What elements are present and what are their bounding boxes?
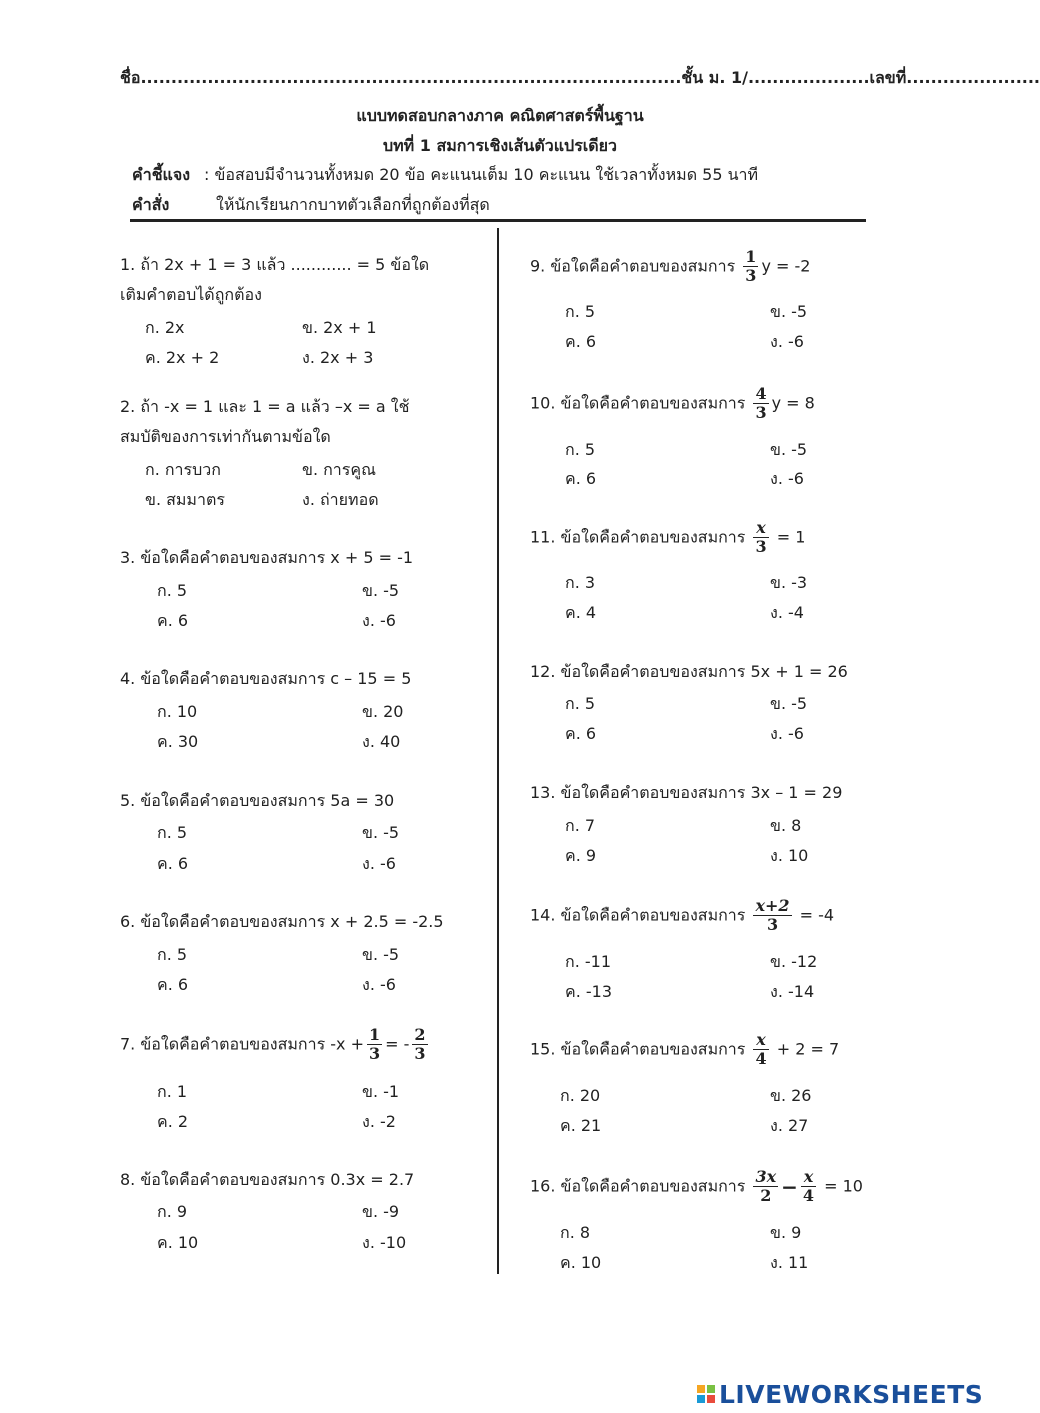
option-11-b[interactable]: ข. -3 — [770, 573, 808, 592]
option-1-d[interactable]: ง. 2x + 3 — [302, 348, 374, 367]
option-1-a[interactable]: ก. 2x — [145, 318, 185, 337]
option-8-a[interactable]: ก. 9 — [157, 1202, 188, 1221]
question-15 — [530, 1031, 839, 1069]
option-3-a[interactable]: ก. 5 — [157, 581, 188, 600]
question-7-equals: = - — [385, 1034, 410, 1054]
option-16-a[interactable]: ก. 8 — [560, 1223, 591, 1242]
option-9-b[interactable]: ข. -5 — [770, 302, 808, 321]
option-15-c[interactable]: ค. 21 — [560, 1116, 602, 1135]
option-10-c[interactable]: ค. 6 — [565, 469, 597, 488]
option-13-b[interactable]: ข. 8 — [770, 816, 802, 835]
question-15-text: 15. ข้อใดคือคำตอบของสมการ — [530, 1039, 746, 1059]
logo-squares-icon — [697, 1385, 715, 1403]
option-8-d[interactable]: ง. -10 — [362, 1233, 407, 1252]
question-11-text: 11. ข้อใดคือคำตอบของสมการ — [530, 527, 746, 547]
question-1-text: 1. ถ้า 2x + 1 = 3 แล้ว ............ = 5 ข้อใด — [120, 255, 430, 274]
question-13: 13. ข้อใดคือคำตอบของสมการ 3x – 1 = 29 — [530, 783, 843, 802]
option-2-c[interactable]: ข. สมมาตร — [145, 490, 225, 509]
option-10-a[interactable]: ก. 5 — [565, 440, 596, 459]
option-11-c[interactable]: ค. 4 — [565, 603, 597, 622]
option-14-a[interactable]: ก. -11 — [565, 952, 611, 971]
fraction-two-thirds: $\frac{2}{3}$ — [414, 1025, 426, 1064]
question-5: 5. ข้อใดคือคำตอบของสมการ 5a = 30 — [120, 791, 395, 810]
directions-row — [132, 163, 758, 188]
option-12-c[interactable]: ค. 6 — [565, 724, 597, 743]
question-9-equation: y = -2 — [761, 256, 811, 276]
question-14-equation: = -4 — [794, 905, 835, 925]
column-divider — [497, 228, 499, 1274]
question-15-equation: + 2 = 7 — [771, 1039, 840, 1059]
exam-title: แบบทดสอบกลางภาค คณิตศาสตร์พื้นฐาน — [356, 106, 644, 125]
option-5-c[interactable]: ค. 6 — [157, 854, 189, 873]
fraction-x-over-4: $\frac{x}{4}$ — [755, 1030, 767, 1069]
question-8: 8. ข้อใดคือคำตอบของสมการ 0.3x = 2.7 — [120, 1170, 415, 1189]
question-7-text: 7. ข้อใดคือคำตอบของสมการ -x + — [120, 1034, 365, 1054]
question-14-text: 14. ข้อใดคือคำตอบของสมการ — [530, 905, 746, 925]
option-4-a[interactable]: ก. 10 — [157, 702, 198, 721]
fraction-one-third: $\frac{1}{3}$ — [369, 1025, 381, 1064]
option-13-a[interactable]: ก. 7 — [565, 816, 596, 835]
option-2-a[interactable]: ก. การบวก — [145, 460, 221, 479]
question-1 — [120, 250, 429, 310]
option-10-d[interactable]: ง. -6 — [770, 469, 804, 488]
question-6: 6. ข้อใดคือคำตอบของสมการ x + 2.5 = -2.5 — [120, 912, 444, 931]
command-text: ให้นักเรียนกากบาทตัวเลือกที่ถูกต้องที่สุด — [216, 195, 490, 214]
option-7-a[interactable]: ก. 1 — [157, 1082, 188, 1101]
question-1-text-cont: เติมคำตอบได้ถูกต้อง — [120, 285, 262, 304]
option-15-a[interactable]: ก. 20 — [560, 1086, 601, 1105]
question-16 — [530, 1168, 863, 1206]
option-7-b[interactable]: ข. -1 — [362, 1082, 400, 1101]
option-3-b[interactable]: ข. -5 — [362, 581, 400, 600]
fraction-one-third: $\frac{1}{3}$ — [745, 247, 757, 286]
option-15-b[interactable]: ข. 26 — [770, 1086, 812, 1105]
question-7 — [120, 1026, 431, 1064]
option-8-b[interactable]: ข. -9 — [362, 1202, 400, 1221]
option-6-d[interactable]: ง. -6 — [362, 975, 396, 994]
option-13-d[interactable]: ง. 10 — [770, 846, 809, 865]
option-12-a[interactable]: ก. 5 — [565, 694, 596, 713]
option-16-d[interactable]: ง. 11 — [770, 1253, 809, 1272]
question-14 — [530, 897, 834, 935]
option-5-d[interactable]: ง. -6 — [362, 854, 396, 873]
minus-sign: − — [781, 1174, 798, 1199]
option-5-a[interactable]: ก. 5 — [157, 823, 188, 842]
question-16-equation: = 10 — [819, 1176, 863, 1196]
option-10-b[interactable]: ข. -5 — [770, 440, 808, 459]
brand-name: LIVEWORKSHEETS — [719, 1379, 984, 1409]
question-9 — [530, 248, 810, 286]
option-15-d[interactable]: ง. 27 — [770, 1116, 809, 1135]
option-11-d[interactable]: ง. -4 — [770, 603, 804, 622]
question-2-text: 2. ถ้า -x = 1 และ 1 = a แล้ว –x = a ใช้ — [120, 397, 410, 416]
question-10 — [530, 385, 815, 423]
option-8-c[interactable]: ค. 10 — [157, 1233, 199, 1252]
student-info-line: ชื่อ.........................................................................................ชั้น ม. 1/....................เลขที่...................... — [120, 68, 1040, 87]
option-9-a[interactable]: ก. 5 — [565, 302, 596, 321]
option-7-c[interactable]: ค. 2 — [157, 1112, 189, 1131]
question-9-text: 9. ข้อใดคือคำตอบของสมการ — [530, 256, 736, 276]
question-2 — [120, 392, 409, 452]
option-5-b[interactable]: ข. -5 — [362, 823, 400, 842]
option-9-c[interactable]: ค. 6 — [565, 332, 597, 351]
fraction-3x-over-2: $\frac{3x}{2}$ — [755, 1167, 777, 1206]
question-12: 12. ข้อใดคือคำตอบของสมการ 5x + 1 = 26 — [530, 662, 848, 681]
question-4: 4. ข้อใดคือคำตอบของสมการ c – 15 = 5 — [120, 669, 412, 688]
fraction-x-over-4: $\frac{x}{4}$ — [802, 1167, 815, 1206]
header-divider — [130, 219, 866, 222]
question-10-text: 10. ข้อใดคือคำตอบของสมการ — [530, 393, 746, 413]
question-3: 3. ข้อใดคือคำตอบของสมการ x + 5 = -1 — [120, 548, 414, 567]
directions-label: คำชี้แจง — [132, 165, 191, 184]
option-14-b[interactable]: ข. -12 — [770, 952, 818, 971]
liveworksheets-logo[interactable] — [697, 1378, 983, 1410]
option-11-a[interactable]: ก. 3 — [565, 573, 596, 592]
question-2-text-cont: สมบัติของการเท่ากันตามข้อใด — [120, 427, 331, 446]
option-6-c[interactable]: ค. 6 — [157, 975, 189, 994]
question-16-text: 16. ข้อใดคือคำตอบของสมการ — [530, 1176, 746, 1196]
command-row — [132, 193, 490, 218]
question-11 — [530, 519, 805, 557]
option-14-c[interactable]: ค. -13 — [565, 982, 613, 1001]
option-3-c[interactable]: ค. 6 — [157, 611, 189, 630]
option-13-c[interactable]: ค. 9 — [565, 846, 597, 865]
option-4-b[interactable]: ข. 20 — [362, 702, 404, 721]
option-4-c[interactable]: ค. 30 — [157, 732, 199, 751]
fraction-x-plus-2-over-3: $\frac{x+2}{3}$ — [755, 896, 790, 935]
question-11-equation: = 1 — [771, 527, 806, 547]
option-2-b[interactable]: ข. การคูณ — [302, 460, 376, 479]
directions-text: : ข้อสอบมีจำนวนทั้งหมด 20 ข้อ คะแนนเต็ม 10 คะแนน ใช้เวลาทั้งหมด 55 นาที — [204, 165, 759, 184]
option-14-d[interactable]: ง. -14 — [770, 982, 815, 1001]
option-16-b[interactable]: ข. 9 — [770, 1223, 802, 1242]
option-6-b[interactable]: ข. -5 — [362, 945, 400, 964]
option-16-c[interactable]: ค. 10 — [560, 1253, 602, 1272]
option-7-d[interactable]: ง. -2 — [362, 1112, 396, 1131]
option-3-d[interactable]: ง. -6 — [362, 611, 396, 630]
fraction-four-thirds: $\frac{4}{3}$ — [755, 384, 767, 423]
option-1-c[interactable]: ค. 2x + 2 — [145, 348, 220, 367]
option-12-b[interactable]: ข. -5 — [770, 694, 808, 713]
option-2-d[interactable]: ง. ถ่ายทอด — [302, 490, 379, 509]
chapter-title: บทที่ 1 สมการเชิงเส้นตัวแปรเดียว — [382, 136, 618, 155]
option-9-d[interactable]: ง. -6 — [770, 332, 804, 351]
fraction-x-over-3: $\frac{x}{3}$ — [755, 518, 767, 557]
command-label: คำสั่ง — [132, 195, 170, 214]
option-4-d[interactable]: ง. 40 — [362, 732, 401, 751]
option-6-a[interactable]: ก. 5 — [157, 945, 188, 964]
option-12-d[interactable]: ง. -6 — [770, 724, 804, 743]
question-10-equation: y = 8 — [771, 393, 815, 413]
option-1-b[interactable]: ข. 2x + 1 — [302, 318, 377, 337]
